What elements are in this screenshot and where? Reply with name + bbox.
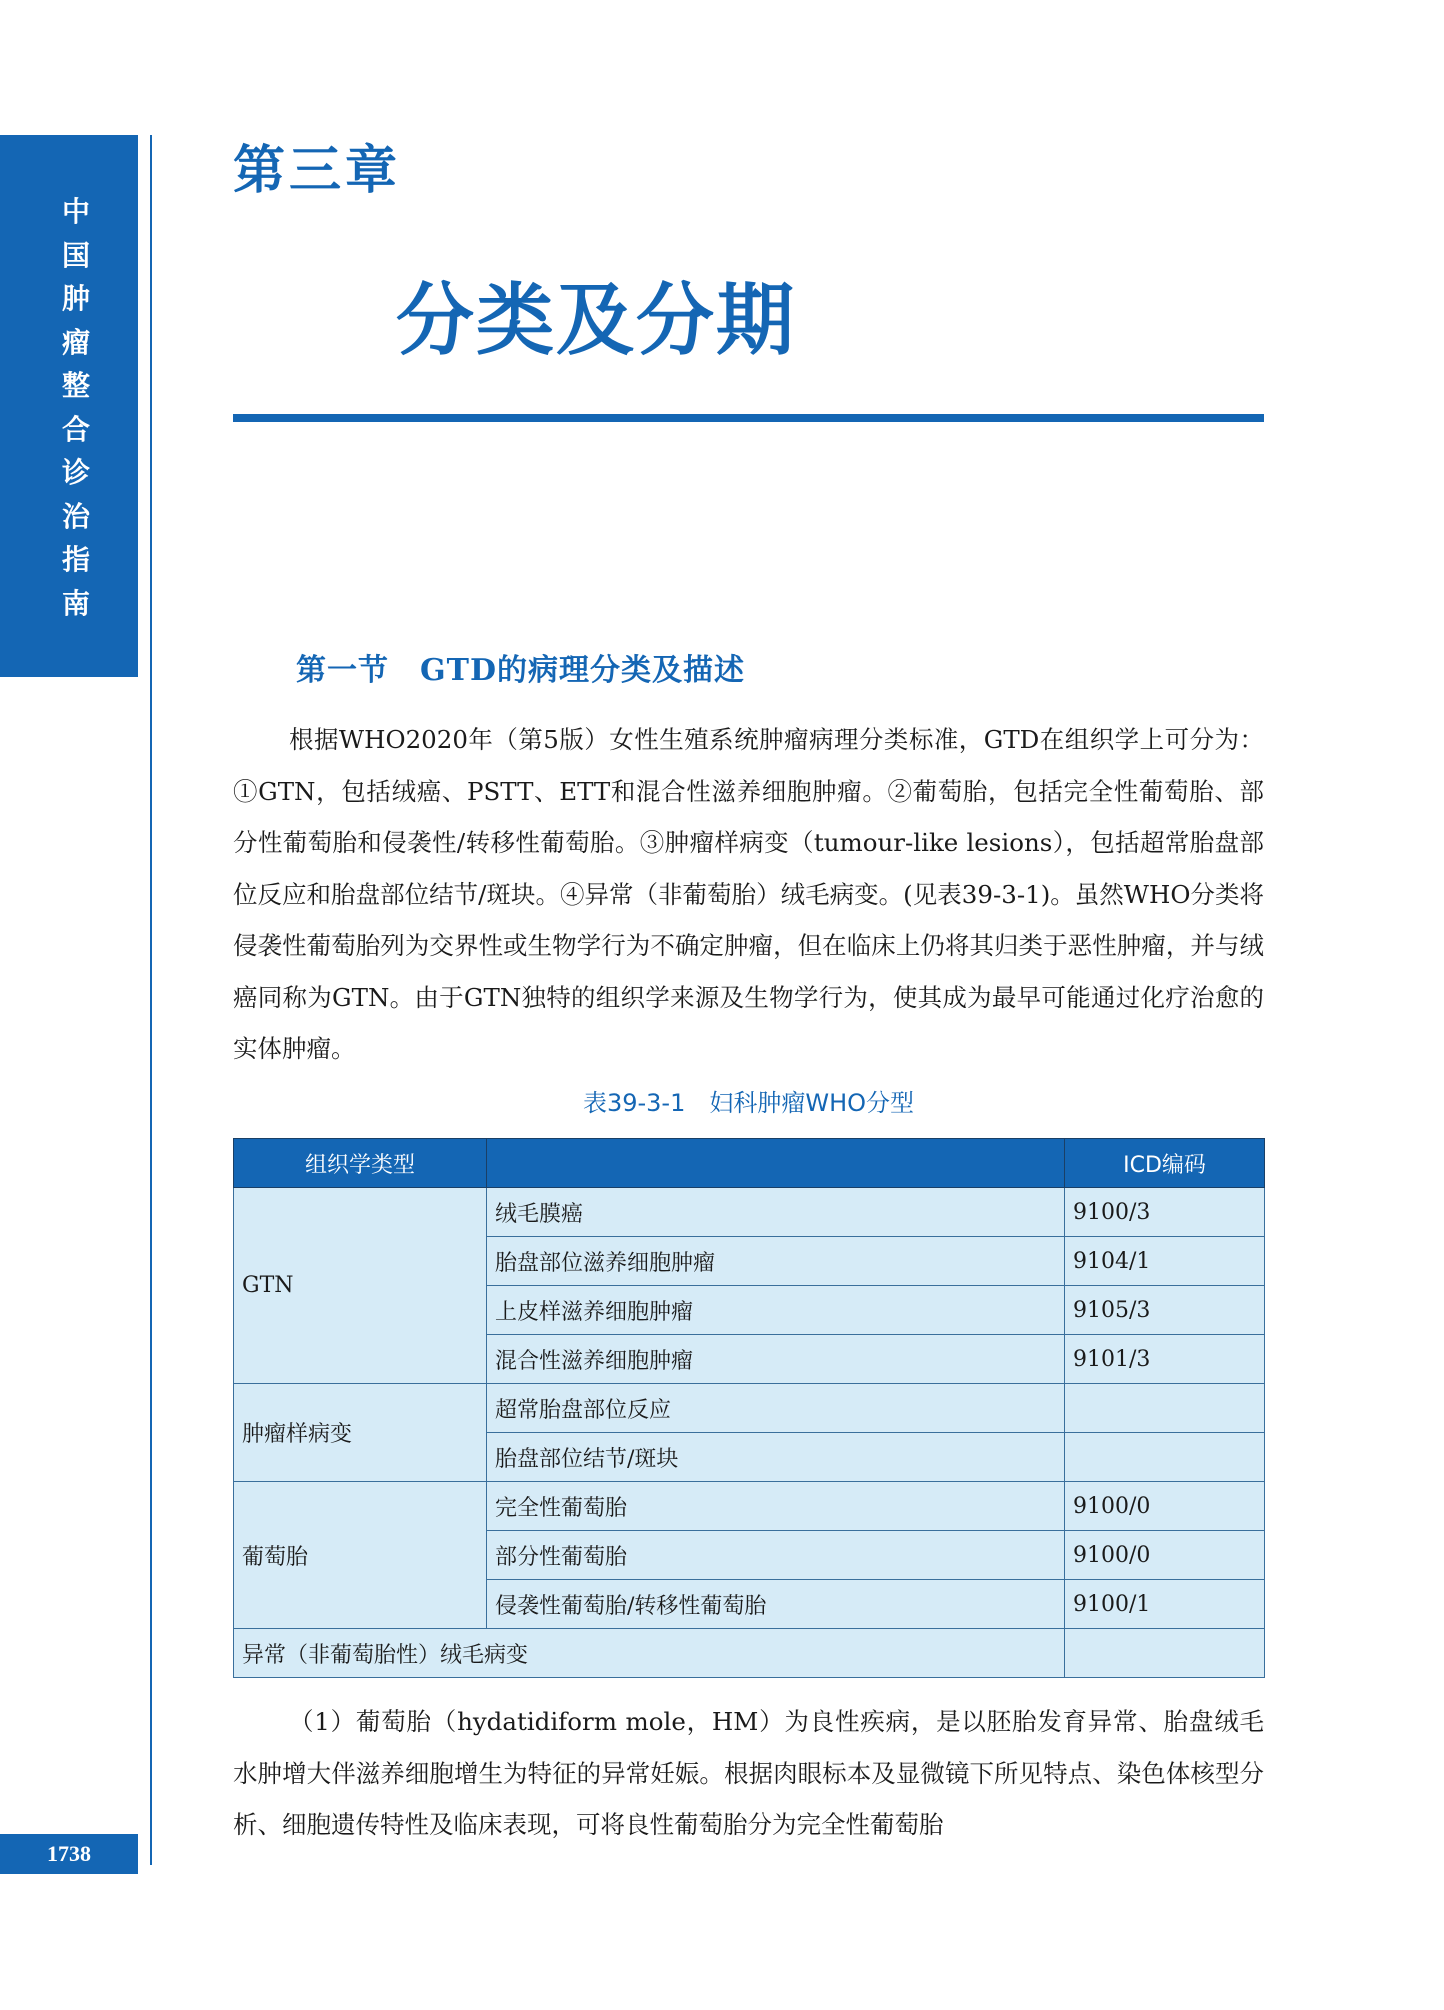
icd-code: 9100/3	[1065, 1188, 1265, 1237]
subtype-name: 绒毛膜癌	[487, 1188, 1065, 1237]
table-row	[234, 1188, 1265, 1237]
icd-code: 9100/1	[1065, 1580, 1265, 1629]
subtype-name: 侵袭性葡萄胎/转移性葡萄胎	[487, 1580, 1065, 1629]
group-label-abnormal: 异常（非葡萄胎性）绒毛病变	[234, 1629, 1065, 1678]
subtype-name: 上皮样滋养细胞肿瘤	[487, 1286, 1065, 1335]
table-caption: 表39-3-1 妇科肿瘤WHO分型	[582, 1089, 915, 1117]
group-label-gtn: GTN	[234, 1188, 487, 1384]
body-paragraph-1: 根据WHO2020年（第5版）女性生殖系统肿瘤病理分类标准，GTD在组织学上可分为：①GTN，包括绒癌、PSTT、ETT和混合性滋养细胞肿瘤。②葡萄胎，包括完全性葡萄胎、部分性葡萄胎和侵袭性/转移性葡萄胎。③肿瘤样病变（tumour-like lesions），包括超常胎盘部位反应和胎盘部位结节/斑块。④异常（非葡萄胎）绒毛病变。(见表39-3-1)。虽然WHO分类将侵袭性葡萄胎列为交界性或生物学行为不确定肿瘤，但在临床上仍将其归类于恶性肿瘤，并与绒癌同称为GTN。由于GTN独特的组织学来源及生物学行为，使其成为最早可能通过化疗治愈的实体肿瘤。	[233, 725, 1264, 1063]
subtype-name: 超常胎盘部位反应	[487, 1384, 1065, 1433]
icd-code: 9100/0	[1065, 1531, 1265, 1580]
margin-rule	[150, 135, 152, 1865]
group-label-mole: 葡萄胎	[234, 1482, 487, 1629]
page-number: 1738	[47, 1841, 91, 1866]
icd-code: 9105/3	[1065, 1286, 1265, 1335]
section-title: 第一节 GTD的病理分类及描述	[296, 653, 745, 688]
header-blank	[487, 1139, 1065, 1188]
subtype-name: 混合性滋养细胞肿瘤	[487, 1335, 1065, 1384]
chapter-title: 分类及分期	[396, 276, 797, 366]
book-title	[54, 190, 98, 625]
icd-code	[1065, 1629, 1265, 1678]
subtype-name: 完全性葡萄胎	[487, 1482, 1065, 1531]
book-title-text: 中国肿瘤整合诊治指南	[61, 195, 90, 620]
who-classification-table	[233, 1138, 1265, 1678]
table-row	[234, 1482, 1265, 1531]
body-paragraph-2: （1）葡萄胎（hydatidiform mole，HM）为良性疾病，是以胚胎发育异常、胎盘绒毛水肿增大伴滋养细胞增生为特征的异常妊娠。根据肉眼标本及显微镜下所见特点、染色体核型分析、细胞遗传特性及临床表现，可将良性葡萄胎分为完全性葡萄胎	[233, 1707, 1264, 1839]
table-row	[234, 1629, 1265, 1678]
icd-code	[1065, 1384, 1265, 1433]
table-header-row	[234, 1139, 1265, 1188]
chapter-number: 第三章	[233, 140, 402, 201]
icd-code: 9104/1	[1065, 1237, 1265, 1286]
icd-code: 9100/0	[1065, 1482, 1265, 1531]
table-row	[234, 1384, 1265, 1433]
subtype-name: 胎盘部位结节/斑块	[487, 1433, 1065, 1482]
icd-code: 9101/3	[1065, 1335, 1265, 1384]
subtype-name: 部分性葡萄胎	[487, 1531, 1065, 1580]
group-label-tumor-like: 肿瘤样病变	[234, 1384, 487, 1482]
subtype-name: 胎盘部位滋养细胞肿瘤	[487, 1237, 1065, 1286]
header-histology-type: 组织学类型	[234, 1139, 487, 1188]
header-icd-code: ICD编码	[1065, 1139, 1265, 1188]
chapter-divider	[233, 414, 1264, 422]
icd-code	[1065, 1433, 1265, 1482]
